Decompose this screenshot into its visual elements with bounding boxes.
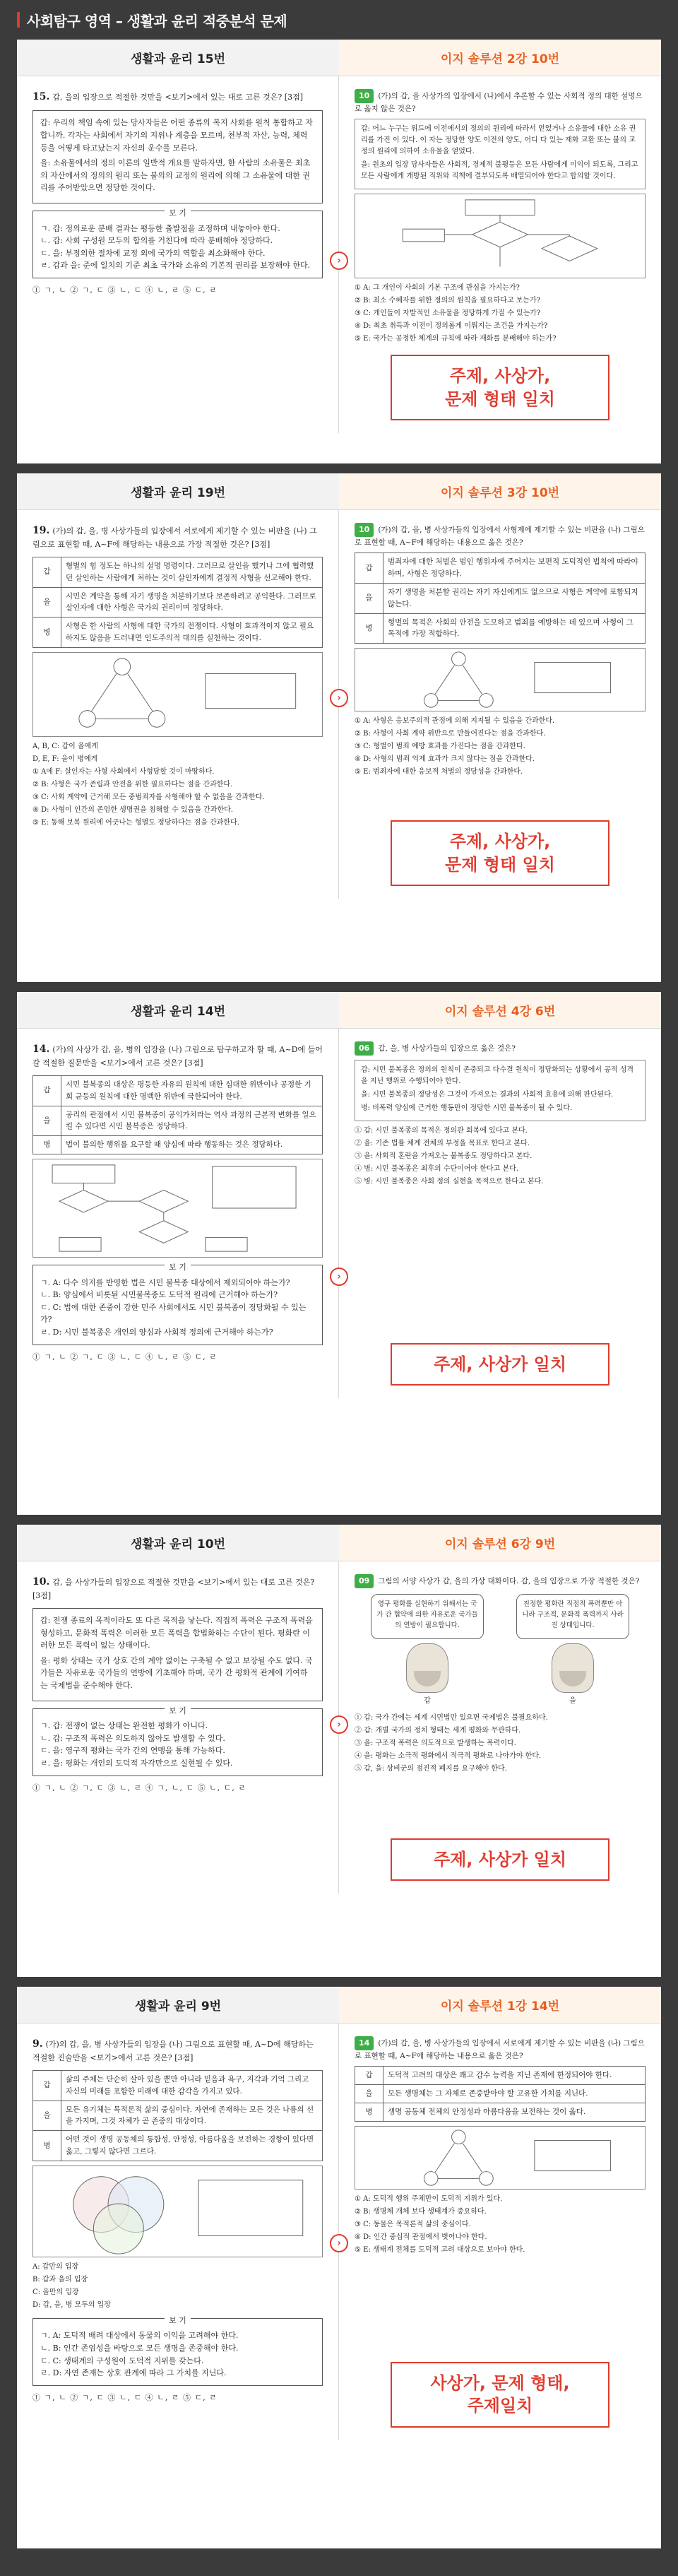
exam-question-title: 생활과 윤리 9번 xyxy=(17,1987,339,2023)
match-stamp: 주제, 사상가 일치 xyxy=(391,1343,609,1386)
answer-options: ① ㄱ, ㄴ ② ㄱ, ㄷ ③ ㄴ, ㄷ ④ ㄴ, ㄹ ⑤ ㄷ, ㄹ xyxy=(32,285,218,295)
exam-question: 9. (가)의 갑, 을, 병 사상가들의 입장을 (나) 그림으로 표현할 때, A~D에 해당하는 적절한 진술만을 <보기>에서 고른 것은? [3점] 갑 삶의 주체는 단순히 살아 있을 뿐만 아니라 믿음과 욕구, 지각과 기억 그리고 자신의 미래를 포함한 미래에 대한 감각을 가지고 있다. 을 모든 유기체는 목적론적 삶의 중심이다. 자연에 존재하는 모든 것은 나름의 선을 가지며, 그것 자체가 곧 존중의 대상이다. 병 어떤 것이 생명 공동체의 통합성, 안정성, 아름다움을 보전하는 경향이 있다면 옳고, 그렇지 않다면 그르다. A: 갑만의 입장 B: 갑과 을의 입장 C: 을만의 입장 D: 갑, 을, 병 모두의 입장 보 기 ㄱ. A: 도덕적 배려 대상에서 동물의 이익을 고려해야 한다. ㄴ. B: 인간 존엄성을 바탕으로 모든 생명을 존중해야 한다. ㄷ. C: 생태계의 구성원이 도덕적 지위를 갖는다. ㄹ. D: 자연 존재는 상호 관계에 따라 그 가치를 지닌다. ① ㄱ, ㄴ ② ㄱ, ㄷ ③ ㄴ, ㄷ ④ ㄴ, ㄹ ⑤ ㄷ, ㄹ xyxy=(17,2023,339,2440)
solution-question: 09 그림의 서양 사상가 갑, 을의 가상 대화이다. 갑, 을의 입장으로 가장 적절한 것은? 영구 평화를 실현하기 위해서는 국가 간 협약에 의한 자유로운 국가들의 연방이 필요합니다. 갑 진정한 평화란 직접적 폭력뿐만 아니라 구조적, 문화적 폭력까지 사라진 상태입니다. 을 ① 갑: 국가 간에는 세계 시민법만 있으면 국제법은 불필요하다. ② 갑: 개별 국가의 정치 형태는 세계 평화와 무관하다. ③ 을: 구조적 폭력은 의도적으로 발생하는 폭력이다. ④ 을: 평화는 소극적 평화에서 적극적 평화로 나아가야 한다. ⑤ 갑, 을: 상비군의 점진적 폐지를 요구해야 한다. 주제, 사상가 일치 xyxy=(339,1561,661,1893)
dialogue-cartoon xyxy=(355,1594,646,1707)
match-stamp: 사상가, 문제 형태, 주제일치 xyxy=(391,2362,609,2428)
section-header xyxy=(17,1987,661,2023)
solution-title: 이지 솔루션 3강 10번 xyxy=(339,473,661,509)
match-stamp: 주제, 사상가, 문제 형태 일치 xyxy=(391,355,609,420)
solution-question: 06 갑, 을, 병 사상가들의 입장으로 옳은 것은? 갑: 시민 불복종은 정의의 원칙이 존중되고 다수결 원칙이 정당화되는 상황에서 공적 성격을 지닌 행위로 수행되어야 한다. 을: 시민 불복종의 정당성은 그것이 가져오는 결과의 사회적 효용에 의해 판단된다. 병: 비폭력 양심에 근거한 행동만이 정당한 시민 불복종이 될 수 있다. ① 갑: 시민 불복종의 목적은 정의관 회복에 있다고 본다. ② 을: 기존 법률 체계 전체의 부정을 목표로 한다고 본다. ③ 을: 사회적 혼란을 가져오는 불복종도 정당하다고 본다. ④ 병: 시민 불복종은 최후의 수단이어야 한다고 본다. ⑤ 병: 시민 불복종은 사회 정의 실현을 목적으로 한다고 본다. 주제, 사상가 일치 xyxy=(339,1029,661,1398)
answer-options: ① ㄱ, ㄴ ② ㄱ, ㄷ ③ ㄴ, ㄹ ④ ㄱ, ㄴ, ㄷ ⑤ ㄴ, ㄷ, ㄹ xyxy=(32,1783,246,1792)
venn-diagram xyxy=(32,2166,323,2257)
section-10 xyxy=(17,1525,661,1977)
solution-table: 갑 범죄자에 대한 처벌은 범인 행위자에 주어지는 보편적 도덕적인 법칙에 따라야 하며, 사형은 정당하다. 을 자기 생명을 처분할 권리는 자기 자신에게도 없으므로 사형은 계약에 포함되지 않는다. 병 형벌의 목적은 사회의 안전을 도모하고 범죄를 예방하는 데 있으며 사형이 그 목적에 가장 적합하다. xyxy=(355,553,646,644)
passage-box: 갑: 우리의 책임 속에 있는 당사자들은 어떤 종류의 복지 사회를 원칙 통합하고 자 합니까. 각자는 사회에서 자기의 지위나 계층을 모르며, 천부적 자산, 능력, 체력 등을 어떻게 타고났는지 자신의 운수를 모른다. 을: 소유물에서의 정의 이론의 일반적 개요를 말하자면, 한 사람의 소유물은 최초의 자산에서의 정의의 원리 또는 불의의 교정의 원리에 의해 그 소유물에 대한 권리를 주어받았으면 정당한 것이다. xyxy=(32,110,323,203)
section-9 xyxy=(17,1987,661,2548)
flow-diagram xyxy=(355,194,646,278)
compare-arrow-icon: › xyxy=(330,2234,348,2252)
compare-arrow-icon: › xyxy=(330,689,348,707)
solution-passage: 갑: 어느 누구는 위드에 이전에서의 정의의 원리에 따라서 얻었거나 소유물에 대한 소유 권리를 가진 이 있다. 이 자는 정당한 양도 이전의 양도, 어디 다 있는 재화 교환 또는 불의 교정의 원리에 의하여 소유물을 얻었다. 을: 원초의 입장 당사자들은 사회적, 경제적 불평등은 모든 사람에게 이익이 되도록, 그리고 모든 사람에게 개방된 직위와 직책에 결부되도록 배열되어야 한다고 합의할 것이다. xyxy=(355,119,646,189)
section-header xyxy=(17,992,661,1029)
speech-bubble: 진정한 평화란 직접적 폭력뿐만 아니라 구조적, 문화적 폭력까지 사라진 상태입니다. xyxy=(516,1594,629,1639)
solution-passage: 갑: 시민 불복종은 정의의 원칙이 존중되고 다수결 원칙이 정당화되는 상황에서 공적 성격을 지닌 행위로 수행되어야 한다. 을: 시민 불복종의 정당성은 그것이 가져오는 결과의 사회적 효용에 의해 판단된다. 병: 비폭력 양심에 근거한 행동만이 정당한 시민 불복종이 될 수 있다. xyxy=(355,1060,646,1121)
passage-table: 갑 삶의 주체는 단순히 살아 있을 뿐만 아니라 믿음과 욕구, 지각과 기억 그리고 자신의 미래를 포함한 미래에 대한 감각을 가지고 있다. 을 모든 유기체는 목적론적 삶의 중심이다. 자연에 존재하는 모든 것은 나름의 선을 가지며, 그것 자체가 곧 존중의 대상이다. 병 어떤 것이 생명 공동체의 통합성, 안정성, 아름다움을 보전하는 경향이 있다면 옳고, 그렇지 않다면 그르다. xyxy=(32,2070,323,2161)
exam-question: 14. (가)의 사상가 갑, 을, 병의 입장을 (나) 그림으로 탐구하고자 할 때, A~D에 들어갈 적절한 질문만을 <보기>에서 고른 것은? [3점] 갑 시민 불복종의 대상은 평등한 자유의 원칙에 대한 심대한 위반이나 공정한 기회 균등의 원칙에 대한 명백한 위반에 국한되어야 한다. 을 공리의 관점에서 시민 불복종이 공익가치라는 역사 과정의 근본적 변화를 일으킬 수 있다면 시민 불복종은 정당하다. 병 법이 불의한 행위를 요구할 때 양심에 따라 행동하는 것은 정당하다. 보 기 ㄱ. A: 다수 의지를 반영한 법은 시민 불복종 대상에서 제외되어야 하는가? ㄴ. B: 양심에서 비롯된 시민불복종도 도덕적 원리에 근거해야 하는가? ㄷ. C: 법에 대한 존중이 강한 민주 사회에서도 시민 불복종이 정당화될 수 있는가? ㄹ. D: 시민 불복종은 개인의 양심과 사회적 정의에 근거해야 하는가? ① ㄱ, ㄴ ② ㄱ, ㄷ ③ ㄴ, ㄷ ④ ㄴ, ㄹ ⑤ ㄷ, ㄹ xyxy=(17,1029,339,1398)
passage-table: 갑 시민 불복종의 대상은 평등한 자유의 원칙에 대한 심대한 위반이나 공정한 기회 균등의 원칙에 대한 명백한 위반에 국한되어야 한다. 을 공리의 관점에서 시민 불복종이 공익가치라는 역사 과정의 근본적 변화를 일으킬 수 있다면 시민 불복종은 정당하다. 병 법이 불의한 행위를 요구할 때 양심에 따라 행동하는 것은 정당하다. xyxy=(32,1075,323,1154)
answer-options: ① ㄱ, ㄴ ② ㄱ, ㄷ ③ ㄴ, ㄷ ④ ㄴ, ㄹ ⑤ ㄷ, ㄹ xyxy=(32,1352,218,1361)
solution-question: 10 (가)의 갑, 을 사상가의 입장에서 (나)에서 추론할 수 있는 사회적 정의 대한 설명으로 옳지 않은 것은? 갑: 어느 누구는 위드에 이전에서의 정의의 원리에 따라서 얻었거나 소유물에 대한 소유 권리를 가진 이 있다. 이 자는 정당한 양도 이전의 양도, 어디 다 있는 재화 교환 또는 불의 교정의 원리에 의하여 소유물을 얻었다. 을: 원초의 입장 당사자들은 사회적, 경제적 불평등은 모든 사람에게 이익이 되도록, 그리고 모든 사람에게 개방된 직위와 직책에 결부되도록 배열되어야 한다고 합의할 것이다. ① A: 그 개인이 사회의 기본 구조에 관심을 가지는가? ② B: 최소 수혜자를 위한 정의의 원칙을 필요하다고 보는가? ③ C: 개인들이 자발적인 소유물을 정당하게 가질 수 있는가? ④ D: 최초 취득과 이전이 정의롭게 이뤄지는 조건을 가지는가? ⑤ E: 국가는 공정한 체계의 규칙에 따라 재화를 분배해야 하는가? 주제, 사상가, 문제 형태 일치 xyxy=(339,76,661,433)
solution-table: 갑 도덕적 고려의 대상은 쾌고 감수 능력을 지닌 존재에 한정되어야 한다. 을 모든 생명체는 그 자체로 존중받아야 할 고유한 가치를 지닌다. 병 생명 공동체 전체의 안정성과 아름다움을 보전하는 것이 옳다. xyxy=(355,2066,646,2121)
solution-diagram xyxy=(355,648,646,711)
bogi-box: 보 기 ㄱ. 갑: 정의로운 분배 결과는 평등한 출발점을 조정하며 내놓아야 한다. ㄴ. 갑: 사회 구성원 모두의 합의를 거친다에 따라 분배해야 정당하다. ㄷ. 을: 부정의한 절차에 교정 외에 국가의 역할을 최소화해야 한다. ㄹ. 갑과 을: 준에 일치의 기준 최초 국가와 소유의 기본적 권리를 보장해야 한다. xyxy=(32,211,323,278)
section-19 xyxy=(17,473,661,982)
compare-arrow-icon: › xyxy=(330,1715,348,1734)
exam-question: 19. (가)의 갑, 을, 병 사상가들의 입장에서 서로에게 제기할 수 있는 비판을 (나) 그림으로 표현할 때, A~F에 해당하는 내용으로 가장 적절한 것은? [3점] 갑 형벌의 힘 정도는 하나의 설명 명령이다. 그러므로 살인을 했거나 그에 협력했던 살인하는 사람에게 처하는 것이 살인자에게 결정적 사형을 선고해야 한다. 을 시민은 계약을 통해 자기 생명을 처분하기보다 보존하려고 공익한다. 그러므로 살인자에 대한 사형은 국가의 권리이며 정당하다. 병 사형은 한 사람의 사형에 대한 국가의 전쟁이다. 사형이 효과적이지 않고 필요하지도 않음을 드러내면 인도주의적 대의를 실천하는 것이다. A, B, C: 갑이 을에게 D, E, F: 을이 병에게 ① A에 F: 살인자는 사형 사회에서 사형당할 것이 마땅하다. ② B: 사형은 국가 존립과 안전을 위한 필요하다는 점을 간과한다. ③ C: 사회 계약에 근거해 모든 중범죄자를 사형해야 할 수 없음을 간과한다. ④ D: 사형이 인간의 존엄한 생명권을 침해할 수 있음을 간과한다. ⑤ E: 동해 보복 원리에 어긋나는 형벌도 정당하다는 점을 간과한다. xyxy=(17,510,339,899)
page-title: 사회탐구 영역 – 생활과 윤리 적중분석 문제 xyxy=(27,12,287,30)
match-stamp: 주제, 사상가, 문제 형태 일치 xyxy=(391,820,609,886)
bogi-box: 보 기 ㄱ. 갑: 전쟁이 없는 상태는 완전한 평화가 아니다. ㄴ. 갑: 구조적 폭력은 의도하지 않아도 발생할 수 있다. ㄷ. 을: 영구적 평화는 국가 간의 연맹을 통해 가능하다. ㄹ. 을: 평화는 개인의 도덕적 자각만으로 실현될 수 있다. xyxy=(32,1708,323,1776)
thinker-b: 진정한 평화란 직접적 폭력뿐만 아니라 구조적, 문화적 폭력까지 사라진 상태입니다. 을 xyxy=(516,1594,629,1707)
exam-question: 10. 갑, 을 사상가들의 입장으로 적절한 것만을 <보기>에서 있는 대로 고른 것은? [3점] 갑: 전쟁 종료의 목적이라도 또 다른 목적을 낳는다. 직접적 폭력은 구조적 폭력을 형성하고, 문화적 폭력은 이러한 모든 폭력을 합법화하는 수단이 된다. 평화란 이러한 모든 폭력이 없는 상태이다. 을: 평화 상태는 국가 상호 간의 계약 없이는 구축될 수 없고 보장될 수도 없다. 국가들은 자유로운 국가들의 연방에 기초해야 하며, 국가 간 평화적 관계에 기여하는 국제법을 준수해야 한다. 보 기 ㄱ. 갑: 전쟁이 없는 상태는 완전한 평화가 아니다. ㄴ. 갑: 구조적 폭력은 의도하지 않아도 발생할 수 있다. ㄷ. 을: 영구적 평화는 국가 간의 연맹을 통해 가능하다. ㄹ. 을: 평화는 개인의 도덕적 자각만으로 실현될 수 있다. ① ㄱ, ㄴ ② ㄱ, ㄷ ③ ㄴ, ㄹ ④ ㄱ, ㄴ, ㄷ ⑤ ㄴ, ㄷ, ㄹ xyxy=(17,1561,339,1893)
portrait-icon xyxy=(406,1643,448,1693)
exam-question-title: 생활과 윤리 19번 xyxy=(17,473,339,509)
exam-question-title: 생활과 윤리 14번 xyxy=(17,992,339,1028)
solution-title: 이지 솔루션 1강 14번 xyxy=(339,1987,661,2023)
solution-title: 이지 솔루션 2강 10번 xyxy=(339,40,661,76)
compare-arrow-icon: › xyxy=(330,1268,348,1286)
bogi-box: 보 기 ㄱ. A: 도덕적 배려 대상에서 동물의 이익을 고려해야 한다. ㄴ. B: 인간 존엄성을 바탕으로 모든 생명을 존중해야 한다. ㄷ. C: 생태계의 구성원이 도덕적 지위를 갖는다. ㄹ. D: 자연 존재는 상호 관계에 따라 그 가치를 지닌다. xyxy=(32,2318,323,2386)
exam-question-title: 생활과 윤리 10번 xyxy=(17,1525,339,1561)
answer-options: ① ㄱ, ㄴ ② ㄱ, ㄷ ③ ㄴ, ㄷ ④ ㄴ, ㄹ ⑤ ㄷ, ㄹ xyxy=(32,2392,218,2402)
solution-question: 14 (가)의 갑, 을, 병 사상가들의 입장에서 서로에게 제기할 수 있는 비판을 (나) 그림으로 표현할 때, A~F에 해당하는 내용으로 옳은 것은? 갑 도덕적 고려의 대상은 쾌고 감수 능력을 지닌 존재에 한정되어야 한다. 을 모든 생명체는 그 자체로 존중받아야 할 고유한 가치를 지닌다. 병 생명 공동체 전체의 안정성과 아름다움을 보전하는 것이 옳다. ① A: 도덕적 행위 주체만이 도덕적 지위가 있다. ② B: 생명체 개체 보다 생태계가 중요하다. ③ C: 동물은 목적론적 삶의 중심이다. ④ D: 인간 중심적 관점에서 벗어나야 한다. ⑤ E: 생태계 전체를 도덕적 고려 대상으로 보아야 한다. 사상가, 문제 형태, 주제일치 xyxy=(339,2023,661,2440)
solution-title: 이지 솔루션 4강 6번 xyxy=(339,992,661,1028)
section-14 xyxy=(17,992,661,1515)
passage-box: 갑: 전쟁 종료의 목적이라도 또 다른 목적을 낳는다. 직접적 폭력은 구조적 폭력을 형성하고, 문화적 폭력은 이러한 모든 폭력을 합법화하는 수단이 된다. 평화란 이러한 모든 폭력이 없는 상태이다. 을: 평화 상태는 국가 상호 간의 계약 없이는 구축될 수 없고 보장될 수도 없다. 국가들은 자유로운 국가들의 연방에 기초해야 하며, 국가 간 평화적 관계에 기여하는 국제법을 준수해야 한다. xyxy=(32,1608,323,1701)
exam-question-title: 생활과 윤리 15번 xyxy=(17,40,339,76)
top-bar xyxy=(0,0,678,40)
speech-bubble: 영구 평화를 실현하기 위해서는 국가 간 협약에 의한 자유로운 국가들의 연방이 필요합니다. xyxy=(371,1594,484,1639)
passage-table: 갑 형벌의 힘 정도는 하나의 설명 명령이다. 그러므로 살인을 했거나 그에 협력했던 살인하는 사람에게 처하는 것이 살인자에게 결정적 사형을 선고해야 한다. 을 시민은 계약을 통해 자기 생명을 처분하기보다 보존하려고 공익한다. 그러므로 살인자에 대한 사형은 국가의 권리이며 정당하다. 병 사형은 한 사람의 사형에 대한 국가의 전쟁이다. 사형이 효과적이지 않고 필요하지도 않음을 드러내면 인도주의적 대의를 실천하는 것이다. xyxy=(32,557,323,648)
bogi-box: 보 기 ㄱ. A: 다수 의지를 반영한 법은 시민 불복종 대상에서 제외되어야 하는가? ㄴ. B: 양심에서 비롯된 시민불복종도 도덕적 원리에 근거해야 하는가? ㄷ. C: 법에 대한 존중이 강한 민주 사회에서도 시민 불복종이 정당화될 수 있는가? ㄹ. D: 시민 불복종은 개인의 양심과 사회적 정의에 근거해야 하는가? xyxy=(32,1265,323,1345)
exam-question: 15. 갑, 을의 입장으로 적절한 것만을 <보기>에서 있는 대로 고른 것은? [3점] 갑: 우리의 책임 속에 있는 당사자들은 어떤 종류의 복지 사회를 원칙 통합하고 자 합니까. 각자는 사회에서 자기의 지위나 계층을 모르며, 천부적 자산, 능력, 체력 등을 어떻게 타고났는지 자신의 운수를 모른다. 을: 소유물에서의 정의 이론의 일반적 개요를 말하자면, 한 사람의 소유물은 최초의 자산에서의 정의의 원리 또는 불의의 교정의 원리에 의해 그 소유물에 대한 권리를 주어받았으면 정당한 것이다. 보 기 ㄱ. 갑: 정의로운 분배 결과는 평등한 출발점을 조정하며 내놓아야 한다. ㄴ. 갑: 사회 구성원 모두의 합의를 거친다에 따라 분배해야 정당하다. ㄷ. 을: 부정의한 절차에 교정 외에 국가의 역할을 최소화해야 한다. ㄹ. 갑과 을: 준에 일치의 기준 최초 국가와 소유의 기본적 권리를 보장해야 한다. ① ㄱ, ㄴ ② ㄱ, ㄷ ③ ㄴ, ㄷ ④ ㄴ, ㄹ ⑤ ㄷ, ㄹ xyxy=(17,76,339,433)
solution-diagram xyxy=(355,2126,646,2190)
match-stamp: 주제, 사상가 일치 xyxy=(391,1838,609,1881)
title-accent xyxy=(17,12,20,28)
section-header xyxy=(17,473,661,510)
compare-arrow-icon: › xyxy=(330,252,348,270)
section-header xyxy=(17,1525,661,1561)
solution-question: 10 (가)의 갑, 을, 병 사상가들의 입장에서 사형제에 제기할 수 있는 비판을 (나) 그림으로 표현할 때, A~F에 해당하는 내용으로 옳은 것은? 갑 범죄자에 대한 처벌은 범인 행위자에 주어지는 보편적 도덕적인 법칙에 따라야 하며, 사형은 정당하다. 을 자기 생명을 처분할 권리는 자기 자신에게도 없으므로 사형은 계약에 포함되지 않는다. 병 형벌의 목적은 사회의 안전을 도모하고 범죄를 예방하는 데 있으며 사형이 그 목적에 가장 적합하다. ① A: 사형은 응보주의적 관점에 의해 지지될 수 있음을 간과한다. ② B: 사형이 사회 계약 위반으로 만들어진다는 점을 간과한다. ③ C: 형벌이 범죄 예방 효과를 가진다는 점을 간과한다. ④ D: 사형의 범죄 억제 효과가 크지 않다는 점을 간과한다. ⑤ E: 범죄자에 대한 응보적 처벌의 정당성을 간과한다. 주제, 사상가, 문제 형태 일치 xyxy=(339,510,661,899)
thinker-a: 영구 평화를 실현하기 위해서는 국가 간 협약에 의한 자유로운 국가들의 연방이 필요합니다. 갑 xyxy=(371,1594,484,1707)
solution-title: 이지 솔루션 6강 9번 xyxy=(339,1525,661,1561)
portrait-icon xyxy=(552,1643,594,1693)
flowchart xyxy=(32,1159,323,1258)
section-header xyxy=(17,40,661,76)
critique-diagram xyxy=(32,652,323,737)
section-15 xyxy=(17,40,661,463)
